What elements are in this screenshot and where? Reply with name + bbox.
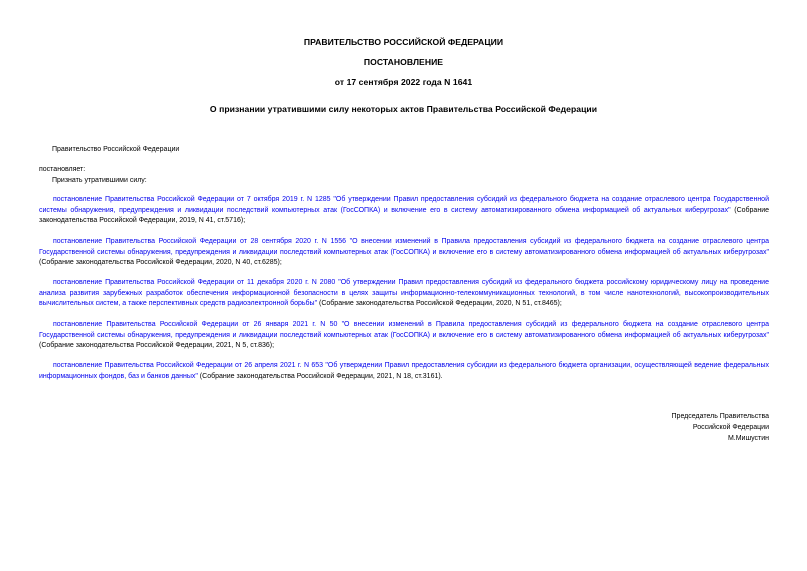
list-item bbox=[39, 320, 769, 352]
source-reference: (Собрание законодательства Российской Федерации, 2021, N 18, ст.3161). bbox=[197, 372, 443, 380]
source-reference: (Собрание законодательства Российской Федерации, 2020, N 51, ст.8465); bbox=[317, 300, 562, 308]
source-reference: (Собрание законодательства Российской Федерации, 2020, N 40, ст.6285); bbox=[39, 259, 282, 267]
list-item bbox=[39, 195, 769, 227]
decree-link[interactable]: постановление Правительства Российской Федерации от 11 декабря 2020 г. N 2080 "Об утверждении Правил предоставления субсидий из федерального бюджета российскому юридическому лицу на проведение анализа развития зарубежных разработок обеспечения информационной безопасности в целях защиты информационно-телекоммуникационных технологий, в том числе нанотехнологий, высокопроизводительных вычислительных систем, а также перспективных средств радиоэлектронной борьбы" bbox=[39, 279, 769, 308]
issuer-text: Правительство Российской Федерации bbox=[52, 146, 180, 153]
decree-link[interactable]: постановление Правительства Российской Федерации от 26 апреля 2021 г. N 653 "Об утверждении Правил предоставления субсидии из федерального бюджета организации, осуществляющей ведение федеральных информационных фондов, баз и банков данных" bbox=[39, 362, 769, 380]
list-item bbox=[39, 278, 769, 310]
source-reference: (Собрание законодательства Российской Федерации, 2019, N 41, ст.5716); bbox=[39, 206, 769, 225]
source-reference: (Собрание законодательства Российской Федерации, 2021, N 5, ст.836); bbox=[39, 342, 275, 350]
recognize-text: Признать утратившими силу: bbox=[52, 177, 147, 184]
signature-position: Председатель Правительства bbox=[671, 413, 769, 420]
document-type-heading: ПОСТАНОВЛЕНИЕ bbox=[363, 57, 444, 67]
decree-link[interactable]: постановление Правительства Российской Федерации от 7 октября 2019 г. N 1285 "Об утверждении Правил предоставления субсидий из федерального бюджета на создание отраслевого центра Государственной системы обнаружения, предупреждения и ликвидации последствий компьютерных атак (ГосСОПКА) и включение его в систему автоматизированного обмена информацией об актуальных киберугрозах" bbox=[39, 196, 769, 214]
government-heading: ПРАВИТЕЛЬСТВО РОССИЙСКОЙ ФЕДЕРАЦИИ bbox=[303, 37, 504, 47]
list-item bbox=[39, 237, 769, 269]
signature-name: М.Мишустин bbox=[727, 435, 769, 442]
date-number-heading: от 17 сентября 2022 года N 1641 bbox=[334, 77, 473, 87]
signature-country: Российской Федерации bbox=[692, 424, 769, 431]
decree-link[interactable]: постановление Правительства Российской Федерации от 28 сентября 2020 г. N 1556 "О внесении изменений в Правила предоставления субсидий из федерального бюджета на создание отраслевого центра Государственной системы обнаружения, предупреждения и ликвидации последствий компьютерных атак (ГосСОПКА) и включение его в систему автоматизированного обмена информацией об актуальных киберугрозах" bbox=[39, 238, 769, 256]
decrees-text: постановляет: bbox=[39, 166, 86, 173]
document-title: О признании утратившими силу некоторых актов Правительства Российской Федерации bbox=[209, 104, 598, 114]
signature-block bbox=[672, 411, 769, 444]
decree-link[interactable]: постановление Правительства Российской Федерации от 26 января 2021 г. N 50 "О внесении изменений в Правила предоставления субсидий из федерального бюджета на создание отраслевого центра Государственной системы обнаружения, предупреждения и ликвидации последствий компьютерных атак (ГосСОПКА) и включение его в систему автоматизированного обмена информацией об актуальных киберугрозах" bbox=[39, 321, 769, 339]
list-item bbox=[39, 361, 769, 382]
